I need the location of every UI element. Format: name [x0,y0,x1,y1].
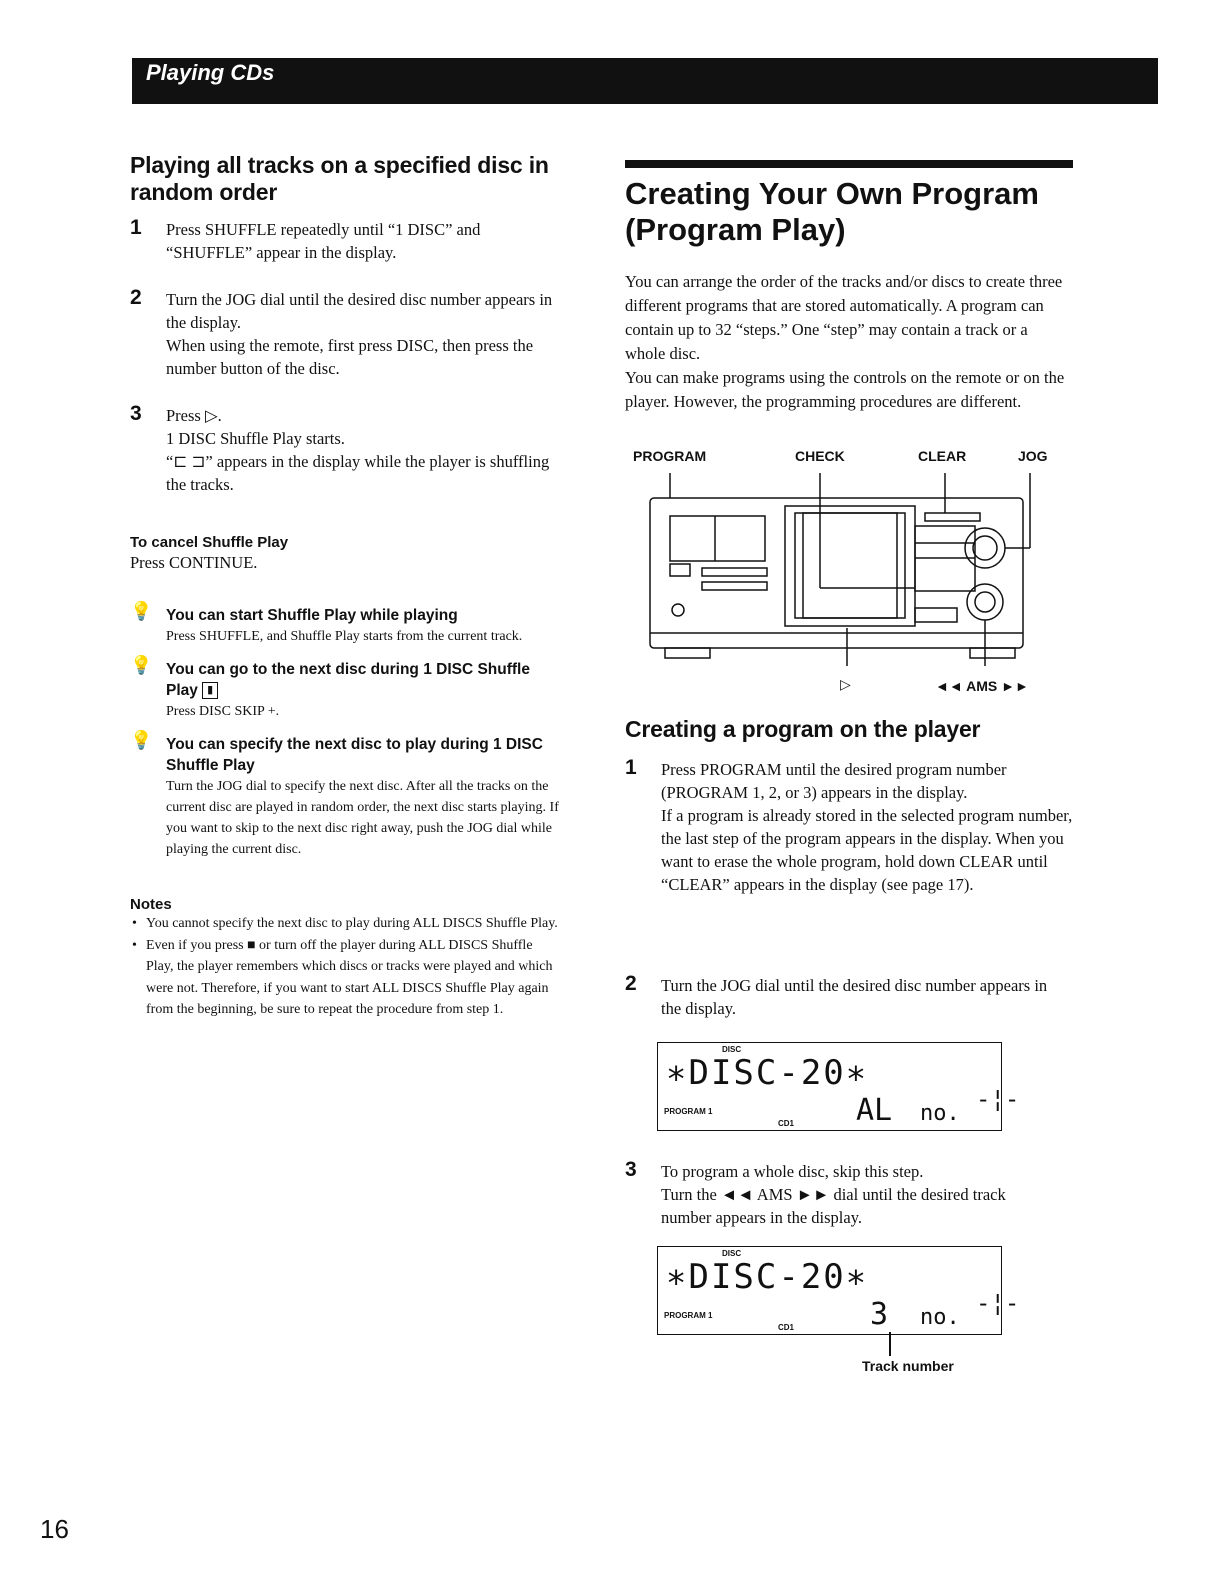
page-title: Creating Your Own Program (Program Play) [625,176,1039,247]
cancel-body: Press CONTINUE. [130,553,258,572]
lcd-main-text: ∗DISC-20∗ [666,1257,869,1297]
lcd-segment-value: AL [856,1093,893,1128]
label-check: CHECK [795,448,845,464]
tip-body: Turn the JOG dial to specify the next disc. After all the tracks on the current disc are played in random order, the next disc starts playing. If you want to skip to the next disc right away, push the JOG dial while playing the current disc. [166,779,559,857]
intro-text: You can make programs using the controls on the remote or on the player. However, the programming procedures are different. [625,368,1065,411]
step-text: When using the remote, first press DISC, then press the number button of the disc. [166,336,534,378]
right-column [625,160,1075,414]
tip-3 [130,730,580,860]
lcd-blink-mark: -¦- [976,1085,1020,1113]
lcd-program-label: PROGRAM 1 [664,1311,713,1320]
step-text: Press PROGRAM until the desired program number (PROGRAM 1, 2, or 3) appears in the display. [661,760,1007,802]
lightbulb-icon: 💡 [130,601,153,621]
tip-2 [130,655,580,722]
step-number: 3 [130,402,142,425]
step-number: 2 [625,972,637,995]
page-number: 16 [40,1514,69,1544]
lcd-cd-label: CD1 [778,1323,795,1332]
right-step-2 [625,974,1106,1020]
left-heading: Playing all tracks on a specified disc in random order [130,152,549,205]
step-text: Press ▷. [166,406,222,425]
header-bar [132,58,1158,104]
lcd-main-text: ∗DISC-20∗ [666,1053,869,1093]
right-step-3 [625,1160,1106,1229]
label-clear: CLEAR [918,448,967,464]
intro-text: You can arrange the order of the tracks and/or discs to create three different programs that are stored automatically. A program can contain up to 32 “steps.” One “step” may contain a track or a whole disc. [625,272,1063,363]
remote-icon: ▮ [202,682,218,699]
lcd-display-2 [657,1246,1020,1335]
lightbulb-icon: 💡 [130,655,153,675]
left-step-1 [130,218,580,264]
section-title: Playing CDs [146,60,275,85]
left-step-2 [130,288,580,380]
tip-body: Press SHUFFLE, and Shuffle Play starts from the current track. [166,629,523,644]
right-step-1 [625,758,1106,896]
lightbulb-icon: 💡 [130,730,153,750]
note-item: • You cannot specify the next disc to play during ALL DISCS Shuffle Play. [130,913,571,935]
step-text: To program a whole disc, skip this step. [661,1162,924,1181]
lcd-blink-mark: -¦- [976,1289,1020,1317]
step-number: 3 [625,1158,637,1181]
cancel-heading: To cancel Shuffle Play [130,534,289,551]
label-play: ▷ [840,676,851,692]
lcd-program-label: PROGRAM 1 [664,1107,713,1116]
label-jog: JOG [1018,448,1048,464]
step-text: Turn the JOG dial until the desired disc number appears in the display. [166,290,553,332]
lcd-no-label: no. [920,1101,960,1126]
step-number: 2 [130,286,142,309]
lcd-cd-label: CD1 [778,1119,795,1128]
step-text: Press SHUFFLE repeatedly until “1 DISC” and “SHUFFLE” appear in the display. [166,220,481,262]
lcd-segment-value: 3 [870,1297,889,1332]
tip-title-text: You can go to the next disc during 1 DISC Shuffle Play [166,661,530,699]
notes-heading: Notes [130,896,172,913]
step-text: “⊏ ⊐” appears in the display while the player is shuffling the tracks. [166,452,550,494]
tip-title: You can start Shuffle Play while playing [166,607,458,624]
section-heading: Creating a program on the player [625,716,981,742]
step-text: 1 DISC Shuffle Play starts. [166,429,345,448]
lcd-disc-label: DISC [722,1249,742,1258]
left-column [130,152,580,1021]
lcd-disc-label: DISC [722,1045,742,1054]
lcd-no-label: no. [920,1305,960,1330]
cd-player-illustration [640,468,1040,673]
step-number: 1 [625,756,637,779]
note-item: • Even if you press ■ or turn off the player during ALL DISCS Shuffle Play, the player remembers which discs or tracks were played and which were not. Therefore, if you want to start ALL DISCS Shuffle Play again from the beginning, be sure to repeat the procedure from step 1. [130,935,556,1021]
track-number-label: Track number [862,1358,954,1374]
left-step-3 [130,404,580,496]
lcd-display-1 [657,1042,1020,1131]
track-callout-line [889,1332,891,1356]
tip-body: Press DISC SKIP +. [166,704,280,719]
step-text: If a program is already stored in the selected program number, the last step of the program appears in the display. When you want to erase the whole program, hold down CLEAR until “CLEAR” appears in the display (see page 17). [661,806,1073,894]
tip-title [166,659,556,701]
tip-title: You can specify the next disc to play during 1 DISC Shuffle Play [166,736,543,774]
label-program: PROGRAM [633,448,707,464]
step-number: 1 [130,216,142,239]
step-text: Turn the JOG dial until the desired disc number appears in the display. [661,976,1048,1018]
tip-1 [130,601,580,647]
label-ams: ◄◄ AMS ►► [935,678,1029,694]
intro-paragraph [625,270,1070,414]
step-text: Turn the ◄◄ AMS ►► dial until the desired track number appears in the display. [661,1185,1006,1227]
